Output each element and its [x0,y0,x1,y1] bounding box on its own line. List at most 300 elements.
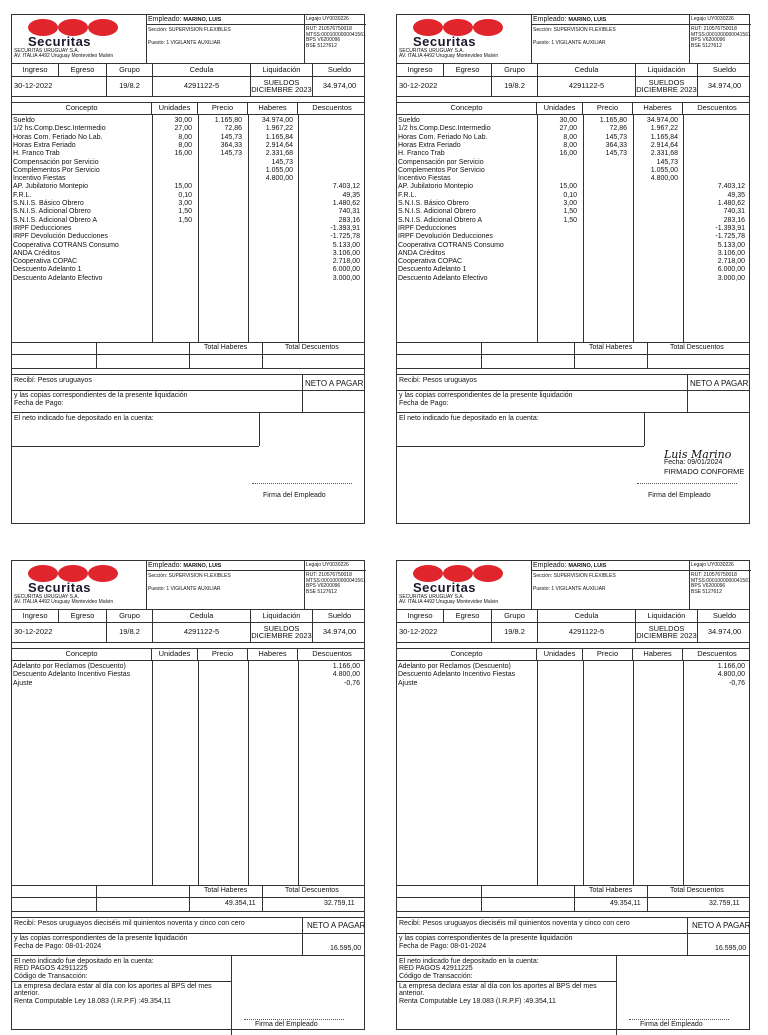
line-units: 0,10 [178,191,192,199]
rule [302,933,303,955]
line-item [12,225,364,233]
col-header: Descuentos [312,103,352,113]
info-header: Grupo [107,609,153,622]
info-header: Egreso [444,63,492,76]
total-descuentos-label: Total Descuentos [670,887,724,894]
info-header: Cedula [153,63,251,76]
employee-line: Empleado: MARINO, LUIS [148,562,222,569]
line-item [12,183,364,191]
line-units: 8,00 [178,133,192,141]
info-ingreso: 30-12-2022 [397,76,492,96]
col-header: Precio [583,102,633,114]
info-header: Sueldo [327,610,352,620]
line-item [397,208,749,216]
info-header: Egreso [59,63,107,76]
rule [259,412,260,446]
signature-date: Fecha: 09/01/2024 [664,459,723,466]
rule [481,342,482,368]
company-ids: RUT: 210576750018 MTSS:0001000000041561 BPS V6200096 BSE 5127612 [306,572,366,595]
ids-block [304,15,366,63]
receipt-recibi: Recibí: Pesos uruguayos [14,377,92,384]
line-item [12,242,364,250]
col-header: Haberes [633,648,683,660]
line-descuentos: -1.725,78 [715,233,745,241]
employee-block [531,561,690,609]
line-concept: Incentivo Fiestas [13,175,66,183]
employee-block [146,15,305,63]
line-concept: S.N.I.S. Básico Obrero [13,200,84,207]
rule [397,368,749,369]
line-item [397,266,749,274]
line-price: 1.165,80 [214,117,242,124]
neto-value: 16.595,00 [715,945,747,952]
firmado-conforme: FIRMADO CONFORME [664,467,745,476]
line-units: 8,00 [563,133,577,141]
employee-section: Sección: SUPERVISION FLEXIBLES [533,27,616,33]
line-item [397,150,749,158]
receipt-copies: y las copias correspondientes de la presente liquidación [14,935,188,942]
info-value-row [397,76,749,97]
info-sueldo: 34.974,00 [707,81,742,91]
rule [616,955,617,1035]
info-liquidacion: SUELDOS DICIEMBRE 2023 [636,77,697,94]
line-descuentos: 49,35 [342,191,360,199]
line-haberes: 34.974,00 [646,117,678,124]
line-concept: Sueldo [398,117,420,124]
bps-declaration-2: anterior. [14,990,40,997]
deposit-label: El neto indicado fue depositado en la cuenta: [399,415,539,422]
rule [12,412,364,413]
total-haberes-label: Total Haberes [204,344,248,351]
line-item [12,150,364,158]
line-item [12,125,364,133]
line-concept: Horas Com. Feriado No Lab. [398,133,488,141]
col-header: Concepto [397,648,537,660]
info-cedula: 4291122-5 [153,622,251,642]
line-haberes: 2.914,64 [650,141,678,149]
line-item [12,217,364,225]
line-concept: Horas Extra Feriado [13,141,76,149]
line-item [397,217,749,225]
line-descuentos: 7.403,12 [332,183,360,191]
renta-computable: Renta Computable Ley 18.083 (I.R.P.F) :49.354,11 [399,998,556,1005]
payslip-page1-employer [11,14,365,524]
line-item [12,134,364,142]
line-descuentos: 5.133,00 [717,241,745,249]
company-name: SECURITAS URUGUAY S.A. [14,48,80,54]
line-descuentos: 1.166,00 [332,663,360,670]
line-descuentos: 5.133,00 [332,241,360,249]
line-item [397,242,749,250]
col-header: Concepto [12,102,152,114]
info-header-row [12,63,364,77]
line-descuentos: -0,76 [344,679,360,687]
line-concept: Cooperativa COPAC [398,258,463,266]
rule [96,885,97,911]
rule [397,374,749,375]
company-ids: RUT: 210576750018 MTSS:0001000000041561 BPS V6200096 BSE 5127612 [691,26,751,49]
line-concept: ANDA Créditos [398,249,446,257]
firma-empleado: Firma del Empleado [255,1021,318,1028]
line-item [12,208,364,216]
info-ingreso: 30-12-2022 [12,76,107,96]
total-descuentos-label: Total Descuentos [670,344,724,351]
rule [397,446,644,447]
line-units: 15,00 [559,183,577,191]
line-units: 0,10 [563,191,577,199]
line-item [397,663,749,671]
line-item [397,134,749,142]
line-item [12,671,364,679]
rule [644,412,645,446]
info-header: Liquidación [636,609,698,622]
employee-line: Empleado: MARINO, LUIS [148,16,222,23]
line-haberes: 2.331,68 [650,150,678,158]
neto-label: NETO A PAGAR [307,921,366,930]
line-concept: Incentivo Fiestas [398,175,451,183]
line-units: 1,50 [563,216,577,224]
line-haberes: 4.800,00 [650,175,678,183]
signature-line [629,1019,729,1020]
line-price: 72,86 [224,125,242,133]
rule [96,342,97,368]
legajo: Legajo UY0030226 [691,562,734,568]
legajo: Legajo UY0030226 [306,16,349,22]
info-header: Ingreso [397,609,444,622]
rule [302,374,303,390]
rule [302,390,303,412]
deposit-label: El neto indicado fue depositado en la cuenta: [14,415,154,422]
line-price: 145,73 [220,150,242,158]
line-concept: F.R.L. [398,191,417,199]
rule [231,955,232,1035]
info-grupo: 19/8.2 [492,622,538,642]
signature-handwritten: Luis Marino [664,448,732,461]
line-item [397,233,749,241]
line-item [397,258,749,266]
receipt-copies: y las copias correspondientes de la presente liquidación [14,392,188,399]
line-concept: H. Franco Trab [13,150,60,158]
line-concept: IRPF Deducciones [13,224,72,232]
line-haberes: 1.055,00 [650,166,678,174]
rule [12,374,364,375]
col-header: Precio [198,648,248,660]
line-units: 16,00 [174,150,192,158]
line-items-area [397,114,749,342]
rule [687,374,688,390]
line-item [12,275,364,283]
line-concept: S.N.I.S. Adicional Obrero [398,208,476,216]
line-descuentos: 6.000,00 [332,266,360,274]
rule [12,933,364,934]
signature-line [637,483,737,484]
total-descuentos-value: 32.759,11 [324,900,355,907]
slip-header [397,15,749,64]
payslip-page1-employee [396,14,750,524]
info-header: Liquidación [251,609,313,622]
ids-block [689,15,751,63]
slip-header [397,561,749,610]
line-haberes: 1.165,84 [650,133,678,141]
info-cedula: 4291122-5 [538,76,636,96]
rule [12,354,364,355]
line-descuentos: 283,16 [723,216,745,224]
company-address: AV. ITALIA 4492 Uruguay Montevideo Malvin [14,599,114,605]
col-header: Haberes [248,102,298,114]
rule [397,911,749,912]
line-concept: AP. Jubilatorio Montepio [13,183,88,191]
line-descuentos: 1.166,00 [717,663,745,670]
deposit-bank: RED PAGOS 42911225 [399,965,473,972]
line-haberes: 4.800,00 [265,175,293,183]
info-header: Cedula [153,609,251,622]
line-units: 30,00 [174,117,192,124]
neto-label: NETO A PAGAR [690,379,749,388]
info-header: Cedula [538,609,636,622]
line-descuentos: 4.800,00 [332,671,360,679]
line-haberes: 2.914,64 [265,141,293,149]
firma-empleado: Firma del Empleado [648,492,711,499]
line-concept: ANDA Créditos [13,249,61,257]
deposit-bank: RED PAGOS 42911225 [14,965,88,972]
deposit-label: El neto indicado fue depositado en la cuenta: [399,958,539,965]
line-descuentos: -0,76 [729,679,745,687]
line-item [397,167,749,175]
line-item [12,159,364,167]
info-cedula: 4291122-5 [153,76,251,96]
neto-value: 16.595,00 [330,945,362,952]
col-header: Descuentos [697,103,737,113]
rule [12,446,259,447]
info-header: Liquidación [636,63,698,76]
firma-empleado: Firma del Empleado [263,492,326,499]
total-haberes-label: Total Haberes [589,887,633,894]
line-haberes: 1.967,22 [265,125,293,133]
line-concept: IRPF Devolución Deducciones [13,233,108,241]
rule [12,368,364,369]
line-units: 16,00 [559,150,577,158]
line-item [12,192,364,200]
rule [189,885,190,911]
company-address: AV. ITALIA 4492 Uruguay Montevideo Malvin [399,599,499,605]
rule [262,885,263,911]
company-logo-block [397,561,532,609]
rule [397,897,749,898]
rule [687,390,688,412]
rule [397,354,749,355]
line-item [397,671,749,679]
line-item [12,680,364,688]
info-value-row [12,76,364,97]
line-descuentos: 1.480,62 [717,200,745,207]
line-descuentos: 3.000,00 [332,274,360,282]
info-header: Egreso [444,609,492,622]
line-descuentos: -1.725,78 [330,233,360,241]
line-items-area [12,114,364,342]
info-ingreso: 30-12-2022 [397,622,492,642]
line-price: 364,33 [605,141,627,149]
col-header: Precio [198,102,248,114]
employee-section: Sección: SUPERVISION FLEXIBLES [148,27,231,33]
info-header-row [397,63,749,77]
company-address: AV. ITALIA 4492 Uruguay Montevideo Malvin [399,53,499,59]
col-header: Unidades [537,648,583,660]
brand-name: Securitas [413,580,477,595]
line-concept: Descuento Adelanto Incentivo Fiestas [13,671,131,679]
line-concept: Cooperativa COTRANS Consumo [13,241,119,249]
rule [12,390,364,391]
col-header: Unidades [152,648,198,660]
line-concept: Adelanto por Reclamos (Descuento) [13,663,126,670]
line-price: 72,86 [609,125,627,133]
receipt-fecha: Fecha de Pago: [14,400,64,407]
rule [12,917,364,918]
receipt-fecha: Fecha de Pago: 08-01-2024 [14,943,102,950]
line-price: 1.165,80 [599,117,627,124]
rule [647,342,648,368]
bps-declaration: La empresa declara estar al día con los aportes al BPS del mes [399,983,597,990]
line-concept: Descuento Adelanto 1 [13,266,82,274]
info-header: Grupo [492,63,538,76]
ids-block [304,561,366,609]
line-descuentos: 1.480,62 [332,200,360,207]
employee-block [531,15,690,63]
total-descuentos-value: 32.759,11 [709,900,740,907]
line-descuentos: 2.718,00 [332,258,360,266]
company-logo-block [12,15,147,63]
line-descuentos: 740,31 [338,208,360,216]
line-item [12,117,364,125]
col-header: Haberes [248,648,298,660]
line-item [12,258,364,266]
line-item [397,175,749,183]
line-descuentos: 7.403,12 [717,183,745,191]
line-units: 3,00 [563,200,577,207]
rule [687,917,688,933]
info-header: Ingreso [397,63,444,76]
info-header: Sueldo [712,610,737,620]
rule [574,342,575,368]
rule [12,897,364,898]
line-items-area [397,660,749,885]
line-concept: Compensación por Servicio [398,158,484,166]
employee-block [146,561,305,609]
company-ids: RUT: 210576750018 MTSS:0001000000041561 BPS V6200096 BSE 5127612 [306,26,366,49]
receipt-recibi: Recibí: Pesos uruguayos [399,377,477,384]
info-grupo: 19/8.2 [107,76,153,96]
info-header: Ingreso [12,609,59,622]
line-concept: AP. Jubilatorio Montepio [398,183,473,191]
bps-declaration-2: anterior. [399,990,425,997]
line-descuentos: 3.000,00 [717,274,745,282]
rule [262,342,263,368]
bps-declaration: La empresa declara estar al día con los aportes al BPS del mes [14,983,212,990]
line-item [12,663,364,671]
col-header: Unidades [537,102,583,114]
line-haberes: 1.165,84 [265,133,293,141]
line-concept: 1/2 hs.Comp.Desc.Intermedio [398,125,491,133]
slip-header [12,561,364,610]
line-concept: IRPF Deducciones [398,224,457,232]
employee-position: Puesto: 1 VIGILANTE AUXILIAR [533,586,606,592]
line-concept: IRPF Devolución Deducciones [398,233,493,241]
info-grupo: 19/8.2 [107,622,153,642]
info-sueldo: 34.974,00 [707,627,742,637]
line-item [397,250,749,258]
info-sueldo: 34.974,00 [322,627,357,637]
deposit-tx: Código de Transacción: [399,973,473,980]
company-logo-block [12,561,147,609]
renta-computable: Renta Computable Ley 18.083 (I.R.P.F) :49.354,11 [14,998,171,1005]
info-header: Liquidación [251,63,313,76]
info-header: Ingreso [12,63,59,76]
col-header: Haberes [633,102,683,114]
line-concept: Complementos Por Servicio [13,166,100,174]
info-header: Grupo [107,63,153,76]
line-descuentos: 6.000,00 [717,266,745,274]
company-logo-block [397,15,532,63]
rule [397,342,749,343]
total-descuentos-label: Total Descuentos [285,887,339,894]
line-haberes: 145,73 [271,158,293,166]
neto-label: NETO A PAGAR [305,379,364,388]
col-header: Descuentos [697,649,737,659]
col-header: Concepto [397,102,537,114]
line-concept: Ajuste [398,679,418,687]
line-haberes: 34.974,00 [261,117,293,124]
rule [481,885,482,911]
rule [302,917,303,933]
line-item [397,159,749,167]
line-item [397,183,749,191]
employee-section: Sección: SUPERVISION FLEXIBLES [533,573,616,579]
line-concept: F.R.L. [13,191,32,199]
info-cedula: 4291122-5 [538,622,636,642]
line-item [397,142,749,150]
employee-section: Sección: SUPERVISION FLEXIBLES [148,573,231,579]
line-item [12,266,364,274]
line-item [12,200,364,208]
signature-line [244,1019,344,1020]
line-concept: Ajuste [13,679,33,687]
line-concept: Descuento Adelanto Efectivo [13,274,103,282]
info-header: Sueldo [327,64,352,74]
receipt-recibi: Recibí: Pesos uruguayos dieciséis mil quinientos noventa y cinco con cero [14,920,245,927]
line-item [12,167,364,175]
brand-name: Securitas [413,34,477,49]
line-units: 3,00 [178,200,192,207]
line-item [397,275,749,283]
line-concept: S.N.I.S. Adicional Obrero [13,208,91,216]
info-header-row [12,609,364,623]
rule [12,885,364,886]
brand-name: Securitas [28,34,92,49]
employee-line: Empleado: MARINO, LUIS [533,562,607,569]
line-haberes: 1.055,00 [265,166,293,174]
company-name: SECURITAS URUGUAY S.A. [399,594,465,600]
line-concept: Cooperativa COTRANS Consumo [398,241,504,249]
company-ids: RUT: 210576750018 MTSS:0001000000041561 BPS V6200096 BSE 5127612 [691,572,751,595]
line-descuentos: -1.393,91 [715,224,745,232]
company-address: AV. ITALIA 4492 Uruguay Montevideo Malvin [14,53,114,59]
line-price: 145,73 [605,150,627,158]
rule [397,885,749,886]
line-concept: S.N.I.S. Adicional Obrero A [398,216,483,224]
line-concept: 1/2 hs.Comp.Desc.Intermedio [13,125,106,133]
rule [12,955,364,956]
info-liquidacion: SUELDOS DICIEMBRE 2023 [636,623,697,640]
line-descuentos: 740,31 [723,208,745,216]
